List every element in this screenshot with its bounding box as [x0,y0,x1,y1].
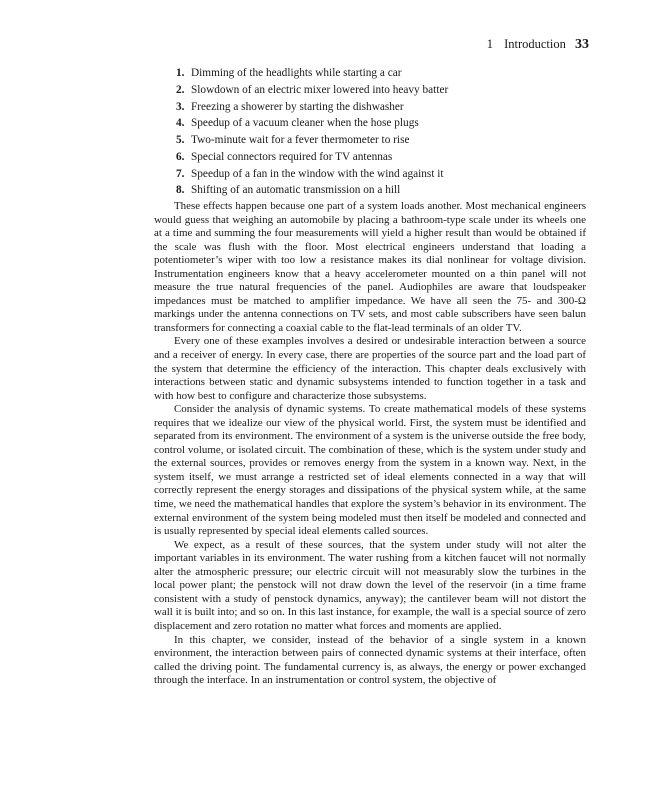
list-item-text: Special connectors required for TV antennas [191,150,393,163]
list-item-text: Slowdown of an electric mixer lowered into heavy batter [191,83,449,96]
list-item-text: Two-minute wait for a fever thermometer to rise [191,134,410,146]
chapter-number: 1 [486,37,493,51]
list-item-text: Dimming of the headlights while starting a car [191,67,402,79]
list-item-text: Freezing a showerer by starting the dishwasher [191,100,404,113]
list-item-number: 6. [176,150,185,163]
list-item [176,166,448,183]
running-header [487,37,589,53]
list-item [176,65,448,82]
paragraph: Consider the analysis of dynamic systems. To create mathematical models of these systems requires that we idealize our view of the physical world. First, the system must be identified and separated from its environment. The environment of a system is the universe outside the free body, control volume, or isolated circuit. The combination of these, which is the system under study and the external sources, provides or removes energy from the system in a known way. Next, in the system itself, we must arrange a restricted set of ideal elements connected in a way that will correctly represent the energy storages and dissipations of the physical system while, at the same time, we need the mathematical handles that explore the system’s behavior in its environment. The external environment of the system being modeled must then itself be modeled and connected and is usually represented by special ideal elements called sources. [154,403,586,538]
list-item-number: 5. [176,134,185,146]
paragraph: We expect, as a result of these sources, that the system under study will not alter the important variables in its environment. The water rushing from a kitchen faucet will not normally alter the atmospheric pressure; our electric circuit will not measurably slow the turbines in the local power plant; the penstock will not draw down the level of the reservoir (in a time frame consistent with a study of penstock dynamics, anyway); the cantilever beam will not distort the wall it is built into; and so on. In this last instance, for example, the wall is a special source of zero displacement and zero rotation no matter what forces and moments are applied. [154,538,586,632]
list-item [176,149,448,166]
list-item-text: Speedup of a fan in the window with the wind against it [191,167,444,180]
list-item-number: 7. [176,167,185,180]
list-item [176,132,448,149]
list-item-number: 2. [176,83,185,96]
list-item-number: 3. [176,100,185,113]
page-number: 33 [575,37,589,52]
list-item-number: 1. [176,67,185,79]
list-item [176,182,448,199]
chapter-title: Introduction [504,37,566,51]
numbered-list [176,65,448,199]
list-item-number: 8. [176,184,185,197]
list-item-number: 4. [176,117,185,130]
paragraph: In this chapter, we consider, instead of the behavior of a single system in a known environment, the interaction between pairs of connected dynamic systems at their interface, often called the driving point. The fundamental currency is, as always, the energy or power exchanged through the interface. In an instrumentation or control system, the objective of [154,633,586,687]
list-item [176,115,448,132]
list-item-text: Shifting of an automatic transmission on a hill [191,184,401,197]
paragraph: Every one of these examples involves a desired or undesirable interaction between a source and a receiver of energy. In every case, there are properties of the source part and the load part of the system that determine the efficiency of the interaction. This chapter deals exclusively with interactions between static and dynamic subsystems intended to function together in a task and with how best to configure and characterize those subsystems. [154,335,586,402]
list-item [176,82,448,99]
list-item [176,99,448,116]
body-text [154,200,586,688]
paragraph: These effects happen because one part of a system loads another. Most mechanical engineers would guess that weighing an automobile by placing a bathroom-type scale under its wheels one at a time and summing the four measurements will yield a higher result than would be obtained if the scale was flush with the floor. Most electrical engineers understand that loading a potentiometer’s wiper with too low a resistance makes its dial nonlinear for voltage division. Instrumentation engineers know that a heavy accelerometer mounted on a thin panel will not measure the true natural frequencies of the panel. Audiophiles are aware that loudspeaker impedances must be matched to amplifier impedance. We have all seen the 75- and 300-Ω markings under the antenna connections on TV sets, and most cable subscribers have seen balun transformers for connecting a coaxial cable to the flat-lead terminals of an older TV. [154,200,586,334]
list-item-text: Speedup of a vacuum cleaner when the hose plugs [191,117,419,130]
